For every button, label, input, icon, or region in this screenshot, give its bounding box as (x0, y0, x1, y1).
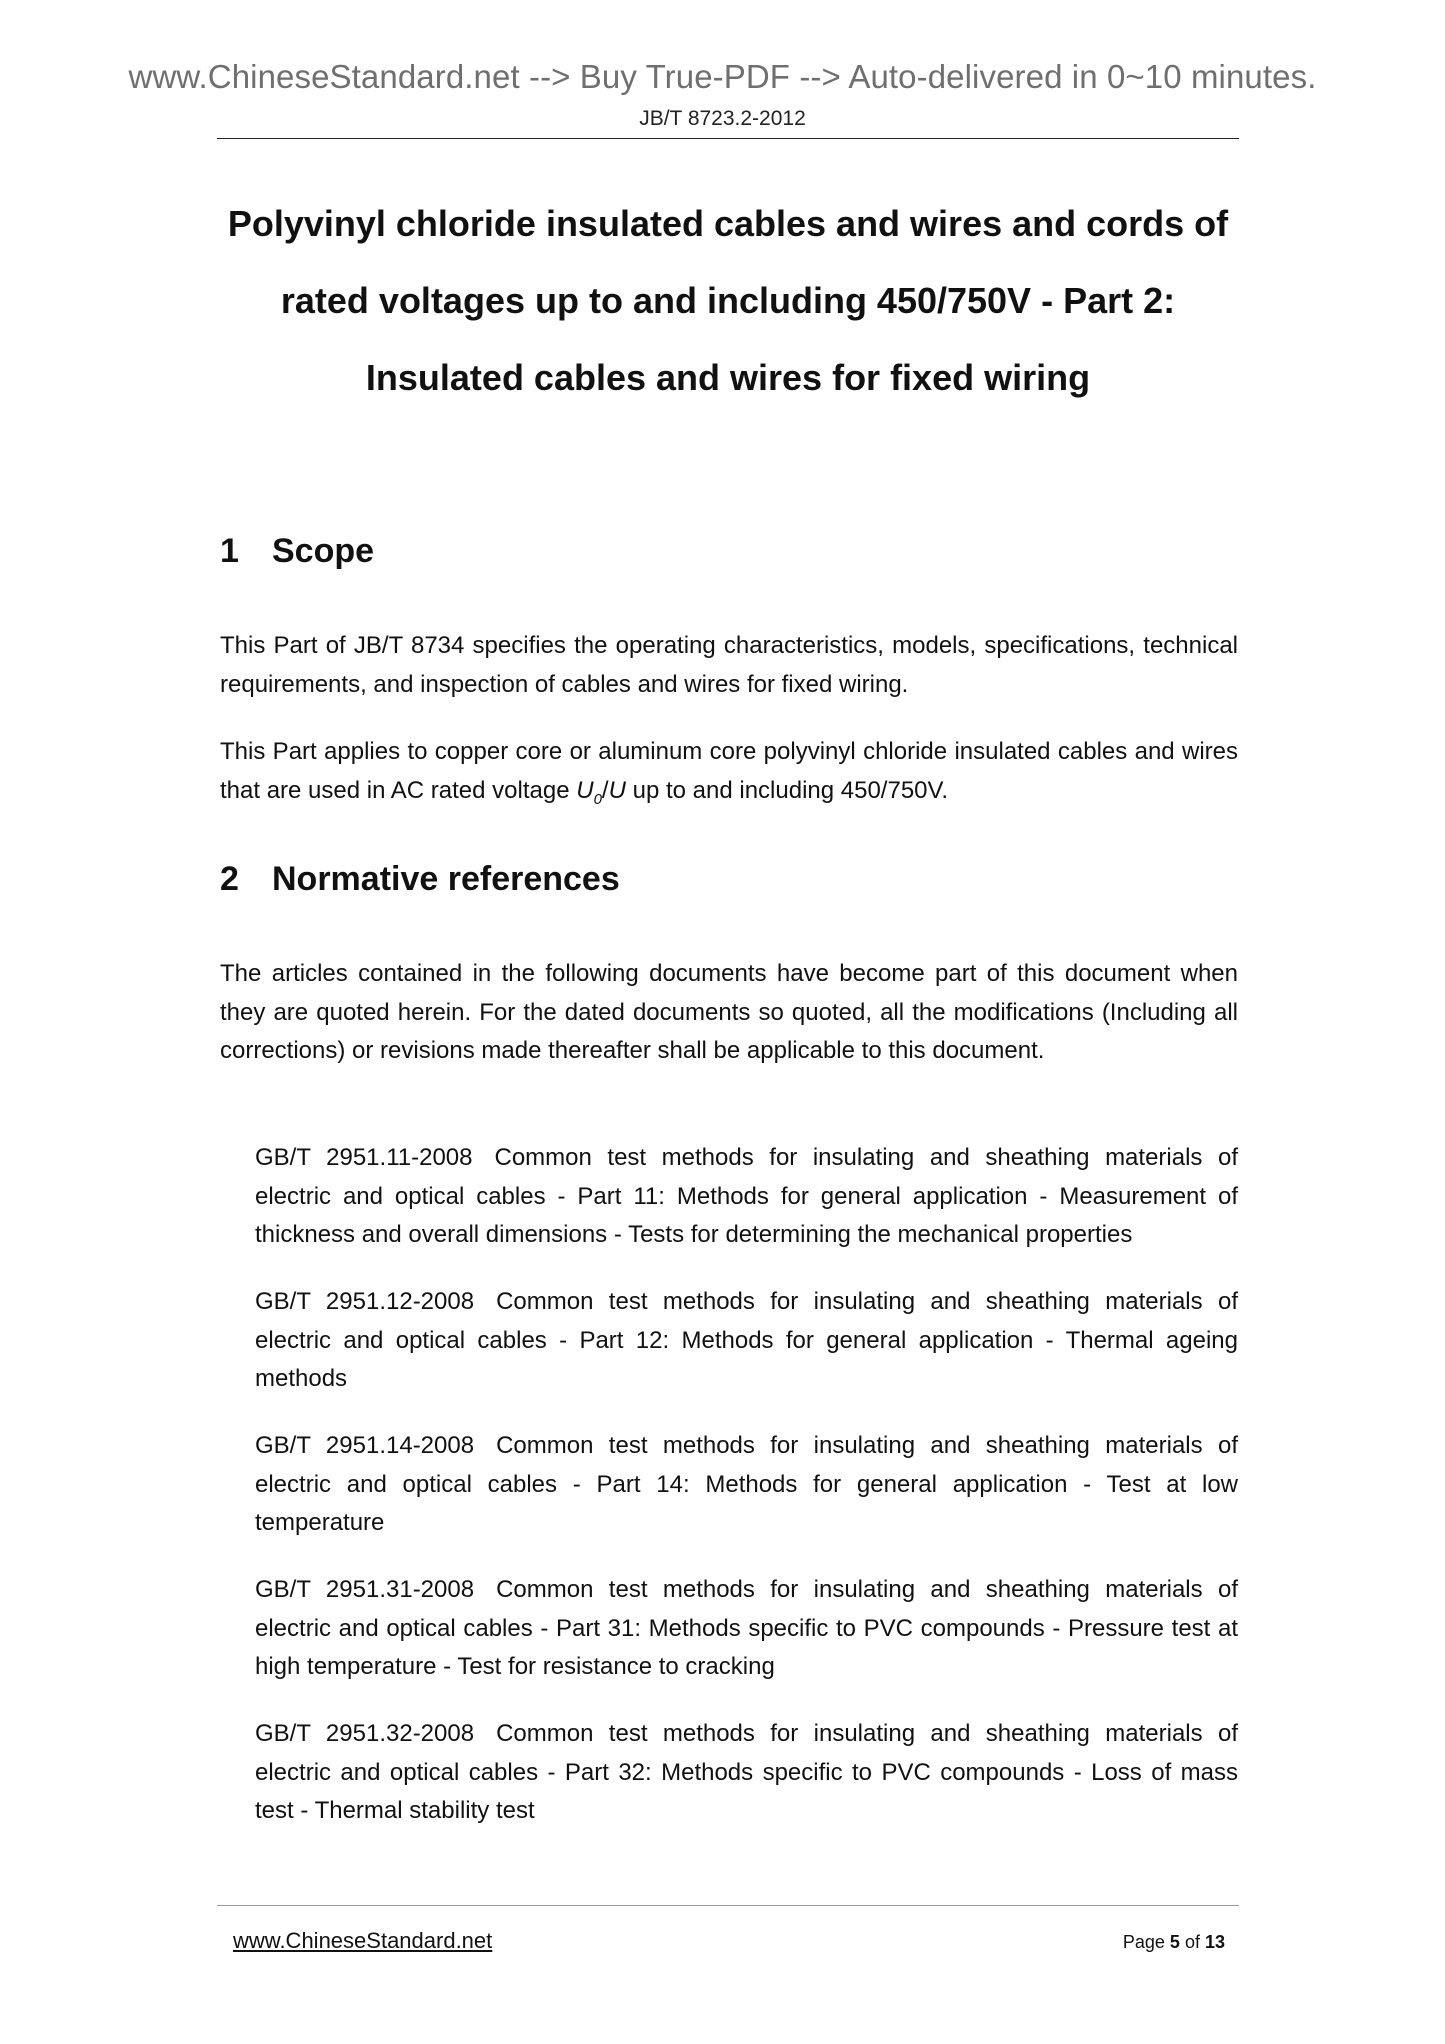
reference-title: Common test methods for insulating and sheathing materials of electric and optical cables - Part 12: Methods for general application - Thermal ageing methods (255, 1288, 1238, 1392)
reference-code: GB/T 2951.31-2008 (255, 1576, 475, 1603)
reference-code: GB/T 2951.11-2008 (255, 1144, 473, 1171)
voltage-slash: / (601, 776, 609, 804)
reference-item (255, 1571, 1238, 1687)
reference-code: GB/T 2951.12-2008 (255, 1288, 475, 1315)
reference-code: GB/T 2951.32-2008 (255, 1720, 475, 1747)
header-divider (217, 138, 1239, 139)
reference-item (255, 1427, 1238, 1543)
reference-item (255, 1715, 1238, 1831)
voltage-symbol-u: U (608, 776, 626, 804)
voltage-symbol-u0: $U_0$ (576, 776, 602, 808)
top-banner[interactable]: www.ChineseStandard.net --> Buy True-PDF --> Auto-delivered in 0~10 minutes. (128, 58, 1317, 95)
scope-paragraph-2 (220, 733, 1238, 819)
title-line-2: rated voltages up to and including 450/750V - Part 2: (280, 280, 1176, 321)
references-intro: The articles contained in the following documents have become part of this document when they are quoted herein. For the dated documents so quoted, all the modifications (Including all corrections) or revisions made thereafter shall be applicable to this document. (220, 960, 1238, 1064)
footer-divider (217, 1905, 1239, 1906)
reference-title: Common test methods for insulating and sheathing materials of electric and optical cables - Part 31: Methods specific to PVC compounds - Pressure test at high temperature - Test for resistance to cracking (255, 1576, 1238, 1680)
title-line-3: Insulated cables and wires for fixed wiring (365, 357, 1091, 398)
section-2-number: 2 (220, 860, 239, 898)
reference-code: GB/T 2951.14-2008 (255, 1432, 475, 1459)
section-1-title: Scope (272, 532, 375, 570)
scope-paragraph-1: This Part of JB/T 8734 specifies the operating characteristics, models, specifications, technical requirements, and inspection of cables and wires for fixed wiring. (220, 632, 1238, 698)
reference-title: Common test methods for insulating and sheathing materials of electric and optical cables - Part 14: Methods for general application - Test at low temperature (255, 1432, 1238, 1536)
standard-code-header: JB/T 8723.2-2012 (639, 107, 806, 130)
reference-item (255, 1283, 1238, 1399)
scope-p2-tail: up to and including 450/750V. (625, 776, 948, 804)
footer-website-link[interactable]: www.ChineseStandard.net (233, 1928, 493, 1953)
section-1-number: 1 (220, 532, 239, 570)
section-2-title: Normative references (272, 860, 620, 898)
reference-title: Common test methods for insulating and sheathing materials of electric and optical cables - Part 32: Methods specific to PVC compounds - Loss of mass test - Thermal stability test (255, 1720, 1238, 1824)
title-line-1: Polyvinyl chloride insulated cables and wires and cords of (227, 203, 1229, 244)
document-title (217, 185, 1239, 416)
reference-title: Common test methods for insulating and sheathing materials of electric and optical cables - Part 11: Methods for general application - Measurement of thickness and overall dimensions - Tests for determining the mechanical properties (255, 1144, 1239, 1248)
page-number: Page 5 of 13 (1122, 1932, 1225, 1952)
section-1-heading (220, 532, 374, 571)
scope-p2-text: This Part applies to copper core or aluminum core polyvinyl chloride insulated cables and wires that are used in AC rated voltage (220, 738, 1238, 804)
reference-item (255, 1139, 1238, 1255)
section-2-heading (220, 860, 620, 899)
